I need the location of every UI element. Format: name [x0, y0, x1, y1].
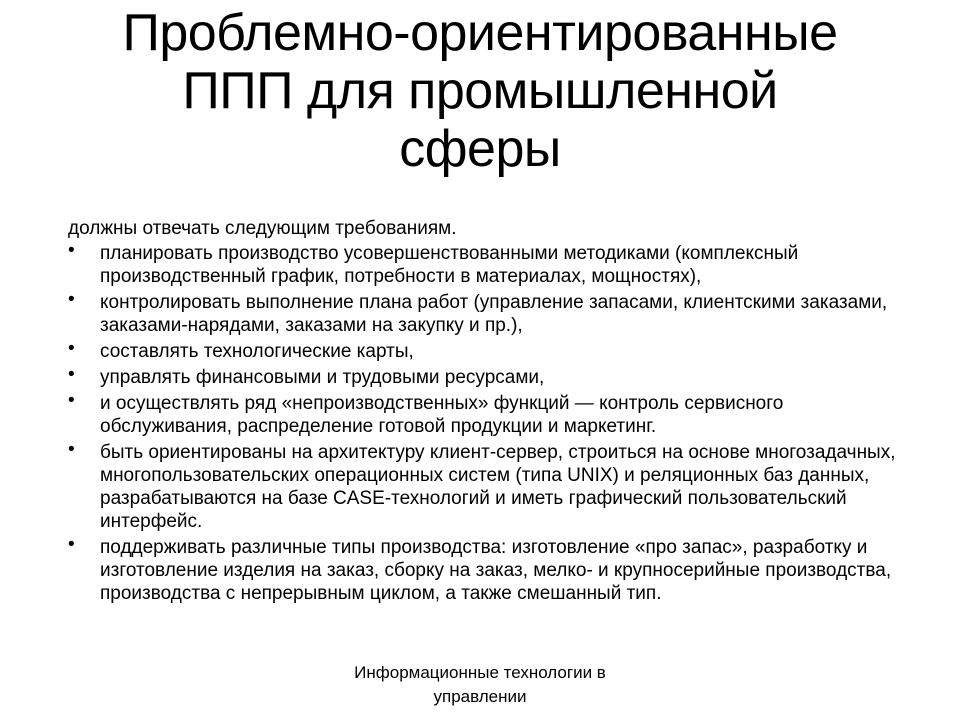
bullet-icon: •: [68, 338, 75, 359]
list-item: [68, 536, 898, 605]
list-item: [68, 340, 898, 363]
bullet-icon: •: [68, 240, 75, 261]
list-item-text: быть ориентированы на архитектуру клиент-сервер, строиться на основе многозадачных, многопользовательских операционных систем (типа UNIX) и реляционных баз данных, разрабатываются на базе CASE-технологий и иметь графический пользовательский интерфейс.: [100, 442, 896, 532]
slide-title-line: сферы: [399, 120, 561, 178]
slide-title-line: Проблемно-ориентированные: [122, 4, 838, 62]
bullet-icon: •: [68, 390, 75, 411]
bullet-icon: •: [68, 289, 75, 310]
list-item: [68, 242, 898, 288]
list-item-text: контролировать выполнение плана работ (управление запасами, клиентскими заказами, заказами-нарядами, заказами на закупку и пр.),: [100, 292, 888, 336]
list-item-text: составлять технологические карты,: [100, 341, 414, 362]
footer-line: управлении: [433, 687, 527, 706]
list-item-text: и осуществлять ряд «непроизводственных» функций — контроль сервисного обслуживания, распределение готовой продукции и маркетинг.: [100, 393, 784, 437]
list-item: [68, 392, 898, 438]
footer-line: Информационные технологии в: [354, 663, 606, 682]
bullet-icon: •: [68, 364, 75, 385]
list-item-text: управлять финансовыми и трудовыми ресурсами,: [100, 367, 545, 388]
list-item: [68, 441, 898, 533]
slide-footer: [300, 661, 660, 709]
list-item-text: планировать производство усовершенствованными методиками (комплексный производственный график, потребности в материалах, мощностях),: [100, 243, 799, 287]
slide-body: [68, 217, 898, 608]
bullet-icon: •: [68, 439, 75, 460]
intro-text: должны отвечать следующим требованиям.: [68, 218, 457, 239]
list-item-text: поддерживать различные типы производства: изготовление «про запас», разработку и изготовление изделия на заказ, сборку на заказ, мелко- и крупносерийные производства, производства с непрерывным циклом, а также смешанный тип.: [100, 537, 892, 604]
slide-title: [40, 4, 920, 178]
slide-title-line: ППП для промышленной: [182, 62, 778, 120]
list-item: [68, 291, 898, 337]
bullet-icon: •: [68, 534, 75, 555]
requirements-list: [68, 242, 898, 605]
list-item: [68, 366, 898, 389]
